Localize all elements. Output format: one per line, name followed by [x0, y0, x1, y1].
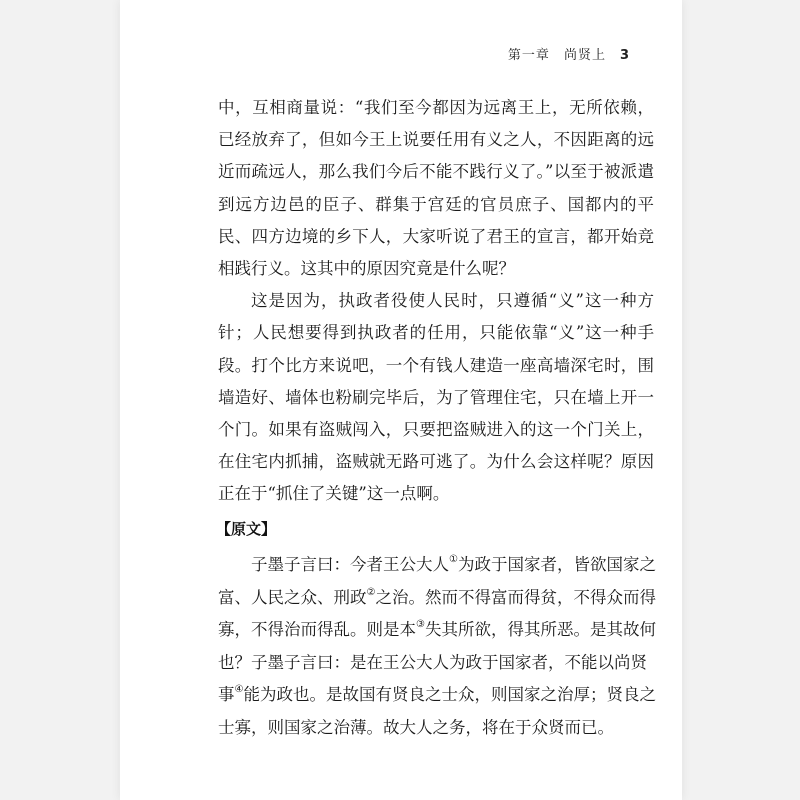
original-segment: 能为政也。是故国有贤良之士众，则国家之治厚；贤良之士寡，则国家之治薄。故大人之务，将在于众贤而已。: [218, 685, 656, 737]
footnote-marker: ③: [416, 619, 425, 631]
footnote-marker: ②: [366, 586, 376, 598]
book-page: [120, 0, 682, 800]
chapter-label: 第一章: [507, 48, 550, 63]
footnote-marker: ④: [234, 684, 244, 696]
page-number: 3: [619, 48, 630, 63]
original-segment: 失其所欲，得其所恶。是其故何也？子墨子言曰：是在王公大人为政于国家者，不能以尚贤事: [218, 620, 656, 705]
running-header: [494, 44, 630, 63]
original-text: [218, 549, 656, 745]
original-segment: 之治。然而不得富而得贫，不得众而得寡，不得治而得乱。则是本: [218, 587, 656, 640]
section-label: 尚贤上: [563, 48, 606, 63]
original-text-heading: 【原文】: [216, 520, 277, 538]
translation-paragraph: 这是因为，执政者役使人民时，只遵循“义”这一种方针；人民想要得到执政者的任用，只能依靠“义”这一种手段。打个比方来说吧，一个有钱人建造一座高墙深宅时，围墙造好、墙体也粉刷完毕后，为了管理住宅，只在墙上开一个门。如果有盗贼闯入，只要把盗贼进入的这一个门关上，在住宅内抓捕，盗贼就无路可逃了。为什么会这样呢？原因正在于“抓住了关键”这一点啊。: [218, 291, 654, 504]
original-paragraph: [218, 549, 656, 745]
original-segment: 为政于国家者，皆欲国家之富、人民之众、刑政: [218, 555, 656, 607]
footnote-marker: ①: [449, 554, 458, 565]
original-segment: 子墨子言曰：今者王公大人: [251, 555, 449, 574]
translation-paragraph: 中，互相商量说：“我们至今都因为远离王上，无所依赖，已经放弃了，但如今王上说要任用有义之人，不因距离的远近而疏远人，那么我们今后不能不践行义了。”以至于被派遣到远方边邑的臣子、群集于宫廷的官员庶子、国都内的平民、四方边境的乡下人，大家听说了君王的宣言，都开始竞相践行义。这其中的原因究竟是什么呢？: [218, 98, 654, 279]
translation-text: [218, 92, 654, 511]
